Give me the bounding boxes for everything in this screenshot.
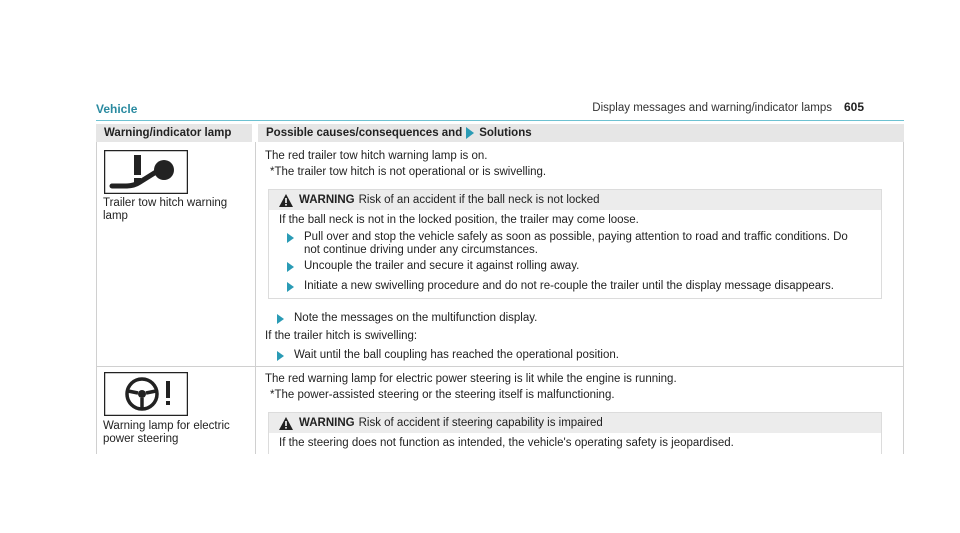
step-arrow-icon [287, 282, 294, 292]
warning-header [269, 413, 881, 433]
lamp-name: Warning lamp for electric power steering [103, 420, 230, 445]
warning-step-text: Pull over and stop the vehicle safely as soon as possible, paying attention to road and traffic conditions. Do not continue driving under any circumstances. [304, 231, 848, 256]
warning-header [269, 190, 881, 210]
warning-step [287, 260, 857, 273]
table-divider [255, 142, 256, 454]
step-arrow-icon [287, 262, 294, 272]
table-border-left [96, 142, 97, 454]
solution-step-text: Note the messages on the multifunction display. [294, 312, 538, 324]
page-number: 605 [843, 100, 864, 114]
column-header-solutions-label: Solutions [479, 127, 532, 139]
cause-text: The red trailer tow hitch warning lamp is on. [265, 150, 488, 162]
solution-step [277, 349, 619, 362]
warning-label: WARNING [299, 194, 355, 206]
table-border-right [903, 142, 904, 454]
lamp-name: Trailer tow hitch warning lamp [103, 197, 228, 222]
section-rule [96, 120, 904, 121]
trailer-hitch-warning-icon [104, 150, 188, 194]
running-header: Display messages and warning/indicator lamps [592, 102, 832, 114]
warning-step [287, 231, 857, 257]
warning-box [268, 412, 882, 454]
warning-triangle-icon [279, 194, 293, 207]
arrow-right-icon [466, 127, 474, 139]
section-title: Vehicle [96, 102, 138, 116]
solution-step-text: Wait until the ball coupling has reached the operational position. [294, 349, 619, 361]
column-header-causes-label: Possible causes/consequences and [266, 127, 463, 139]
warning-title: Risk of an accident if the ball neck is not locked [358, 194, 600, 206]
condition-text: If the trailer hitch is swivelling: [265, 330, 418, 342]
warning-step-text: Initiate a new swivelling procedure and do not re-couple the trailer until the display message disappears. [304, 280, 834, 292]
warning-label: WARNING [299, 417, 355, 429]
column-header-causes [258, 124, 904, 142]
warning-title: Risk of accident if steering capability is impaired [358, 417, 603, 429]
solution-step [277, 312, 537, 325]
step-arrow-icon [287, 233, 294, 243]
warning-box [268, 189, 882, 299]
warning-triangle-icon [279, 417, 293, 430]
warning-body: If the steering does not function as intended, the vehicle's operating safety is jeopardised. [279, 437, 734, 449]
warning-body: If the ball neck is not in the locked position, the trailer may come loose. [279, 214, 639, 226]
warning-step [287, 280, 867, 293]
power-steering-warning-icon [104, 372, 188, 416]
note-text: *The trailer tow hitch is not operational or is swivelling. [270, 166, 547, 178]
step-arrow-icon [277, 314, 284, 324]
row-divider [96, 366, 904, 367]
warning-step-text: Uncouple the trailer and secure it against rolling away. [304, 260, 580, 272]
step-arrow-icon [277, 351, 284, 361]
column-header-lamp-label: Warning/indicator lamp [104, 127, 232, 139]
note-text: *The power-assisted steering or the steering itself is malfunctioning. [270, 389, 615, 401]
column-header-lamp [96, 124, 252, 142]
cause-text: The red warning lamp for electric power steering is lit while the engine is running. [265, 373, 677, 385]
